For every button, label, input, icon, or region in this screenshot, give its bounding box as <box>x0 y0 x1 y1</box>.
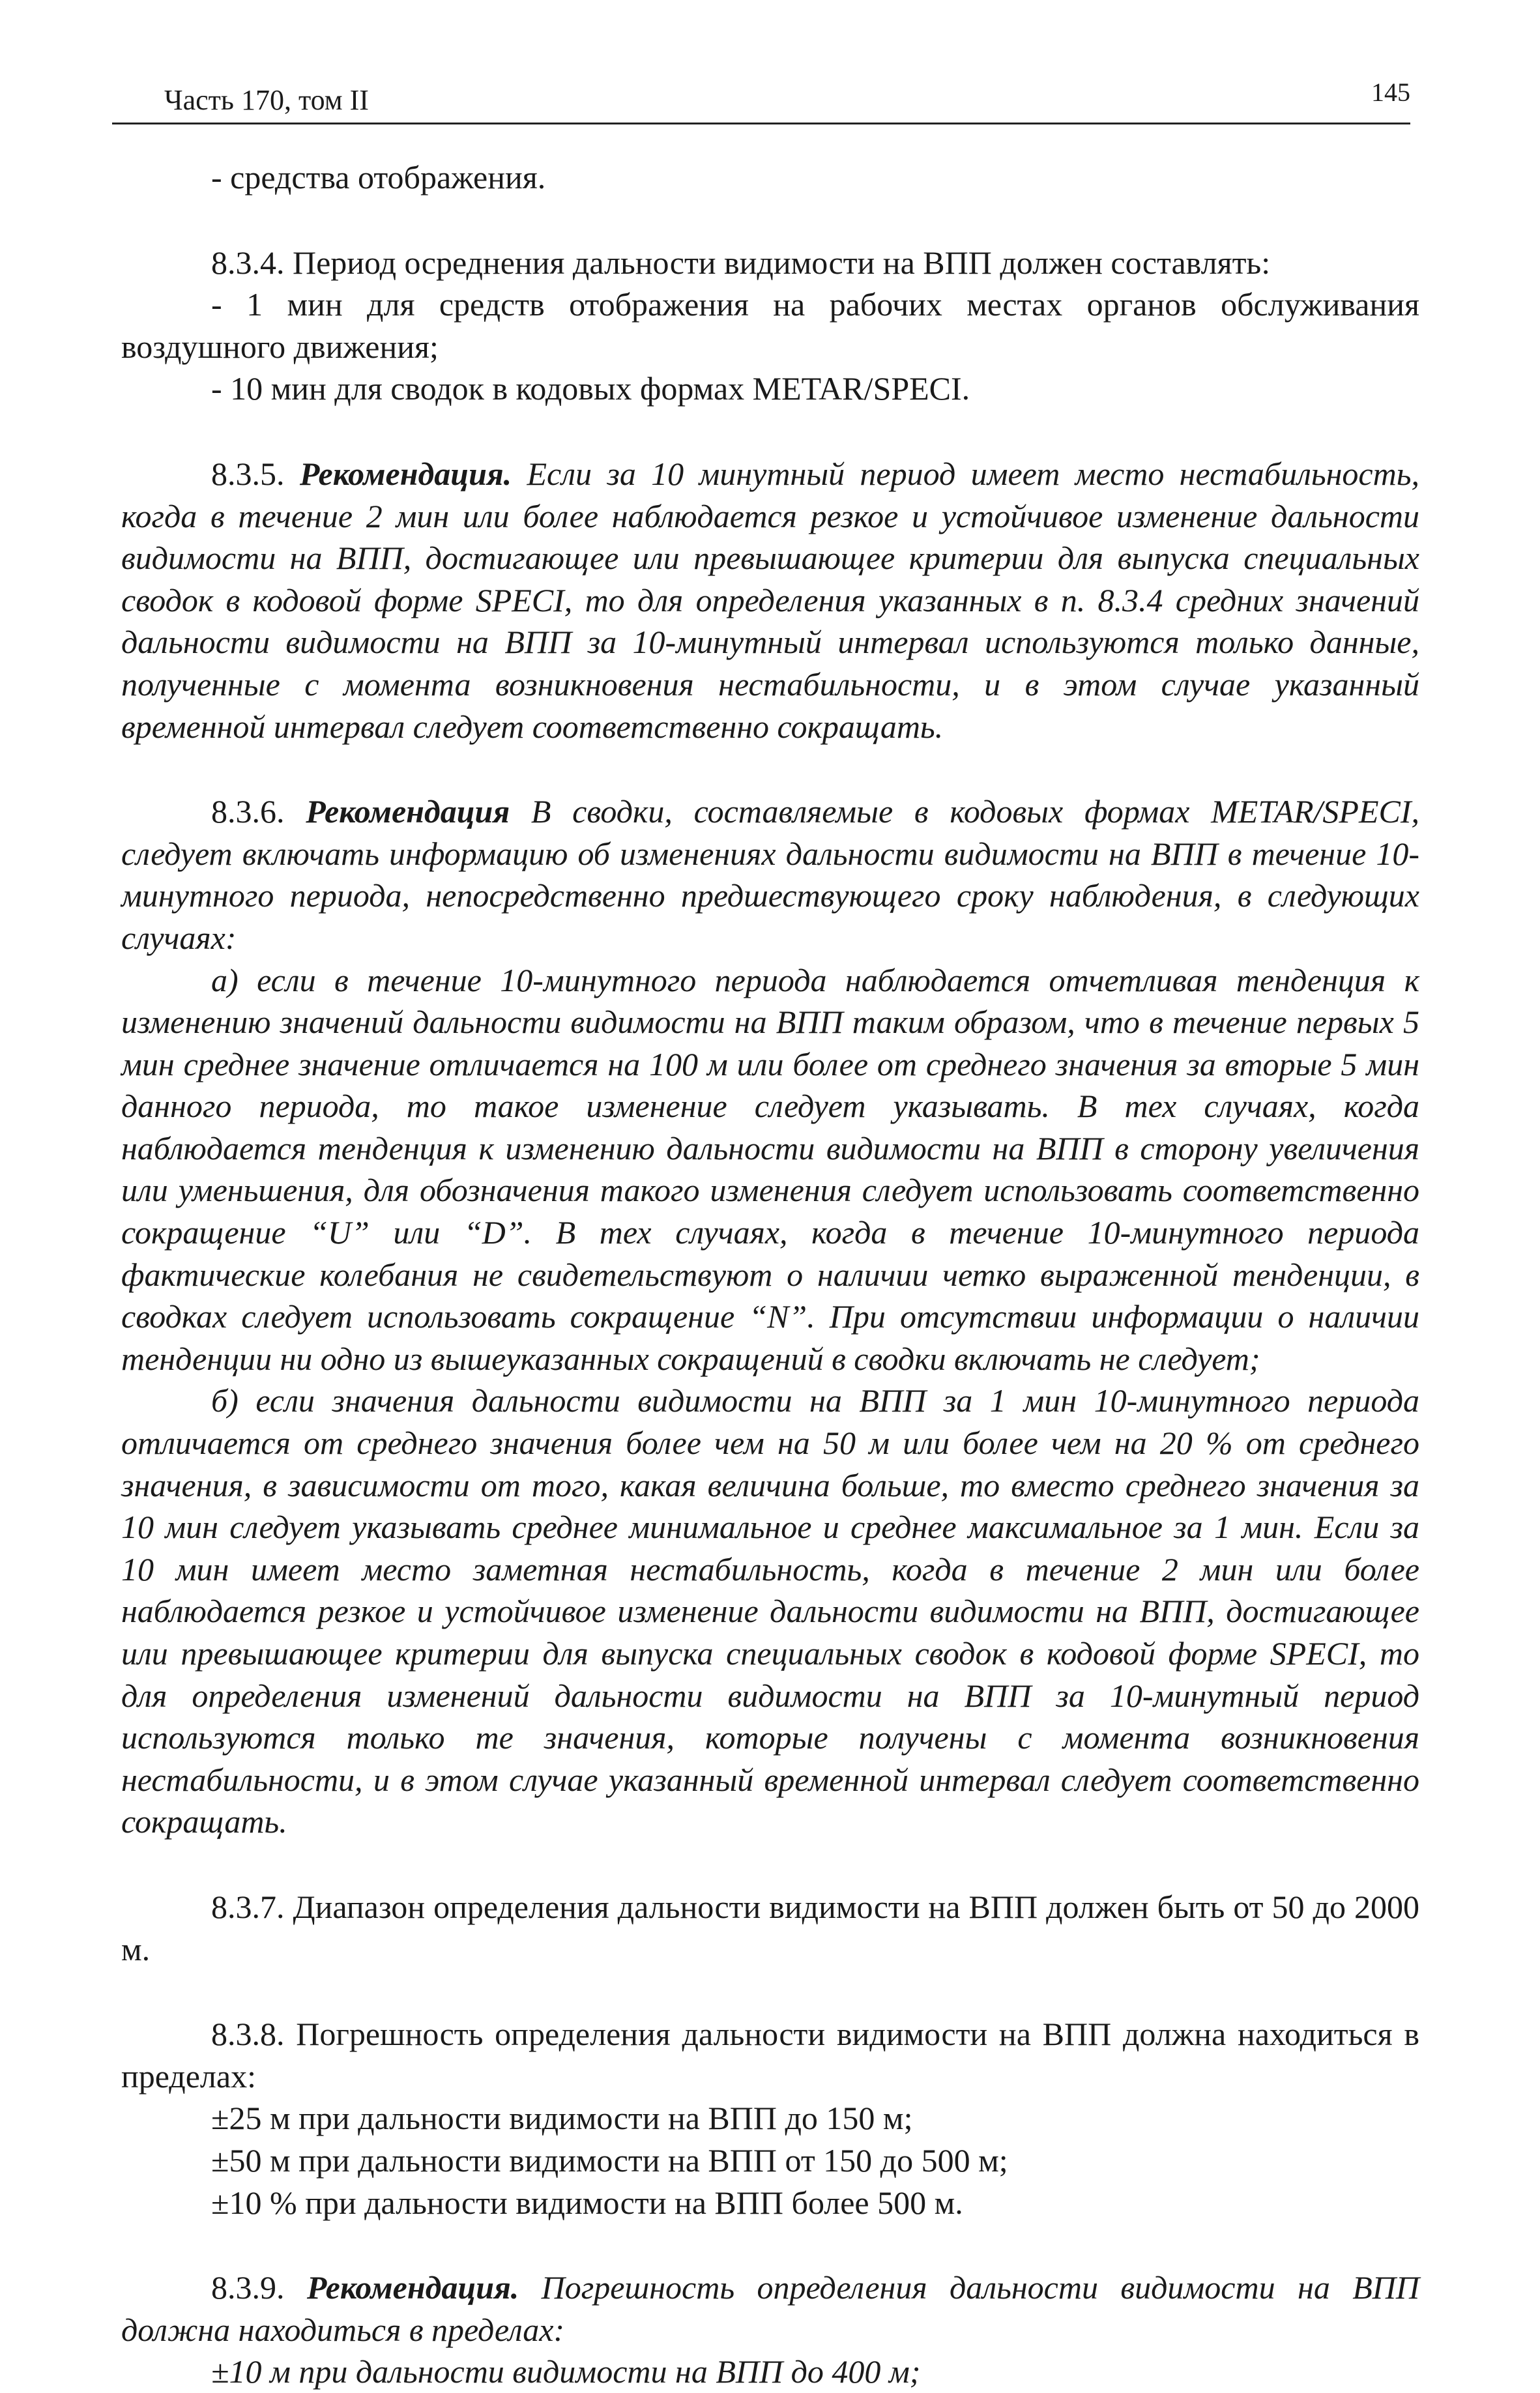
tolerance-item-3: ±10 % при дальности видимости на ВПП более 500 м. <box>211 2184 963 2221</box>
section-number: 8.3.9. <box>211 2269 307 2306</box>
page-header <box>112 77 1410 124</box>
header-part-title: Часть 170, том II <box>164 84 369 116</box>
page-number: 145 <box>1371 78 1410 107</box>
section-8-3-5 <box>121 453 1419 747</box>
section-number: 8.3.6. <box>211 793 306 830</box>
document-body <box>121 156 1419 2393</box>
section-text: Погрешность определения дальности видимости на ВПП должна находиться в пределах: <box>121 2269 1419 2348</box>
section-8-3-6-item-b: б) если значения дальности видимости на ВПП за 1 мин 10-минутного периода отличается от среднего значения более чем на 50 м или более чем на 20 % от среднего значения, в зависимости от того, какая величина больше, то вместо среднего значения за 10 мин следует указывать среднее минимальное и среднее максимальное за 1 мин. Если за 10 мин имеет место заметная нестабильность, когда в течение 2 мин или более наблюдается резкое и устойчивое изменение дальности видимости на ВПП, достигающее или превышающее критерии для выпуска специальных сводок в кодовой форме SPECI, то для определения изменений дальности видимости на ВПП за 10-минутный период используются только те значения, которые получены с момента возникновения нестабильности, и в этом случае указанный временной интервал следует соответственно сокращать. <box>121 1382 1419 1840</box>
section-8-3-9-item-1: ±10 м при дальности видимости на ВПП до 400 м; <box>211 2353 921 2390</box>
recommendation-label: Рекомендация. <box>306 2269 519 2306</box>
tolerance-item-1: ±25 м при дальности видимости на ВПП до 150 м; <box>211 2100 913 2137</box>
section-8-3-9 <box>121 2267 1419 2351</box>
recommendation-label: Рекомендация <box>306 793 510 830</box>
section-text: Если за 10 минутный период имеет место нестабильность, когда в течение 2 мин или более наблюдается резкое и устойчивое изменение дальности видимости на ВПП, достигающее или превышающее критерии для выпуска специальных сводок в кодовой форме SPECI, то для определения указанных в п. 8.3.4 средних значений дальности видимости на ВПП за 10-минутный интервал используются только данные, полученные с момента возникновения нестабильности, и в этом случае указанный временной интервал следует соответственно сокращать. <box>121 455 1419 745</box>
recommendation-label: Рекомендация. <box>299 455 512 492</box>
section-8-3-6 <box>121 790 1419 959</box>
section-8-3-8-intro: 8.3.8. Погрешность определения дальности видимости на ВПП должна находиться в пределах: <box>121 2016 1419 2095</box>
section-8-3-4-intro: 8.3.4. Период осреднения дальности видимости на ВПП должен составлять: <box>211 244 1271 281</box>
section-text: В сводки, составляемые в кодовых формах METAR/SPECI, следует включать информацию об изменениях дальности видимости на ВПП в течение 10-минутного периода, непосредственно предшествующего сроку наблюдения, в следующих случаях: <box>121 793 1420 956</box>
tolerance-item-2: ±50 м при дальности видимости на ВПП от 150 до 500 м; <box>211 2141 1008 2179</box>
section-number: 8.3.5. <box>211 455 300 492</box>
display-means-item: - средства отображения. <box>211 159 546 196</box>
section-8-3-7: 8.3.7. Диапазон определения дальности видимости на ВПП должен быть от 50 до 2000 м. <box>121 1888 1419 1967</box>
section-8-3-4-item-2: - 10 мин для сводок в кодовых формах METAR/SPECI. <box>211 370 970 407</box>
section-8-3-6-item-a: а) если в течение 10-минутного периода наблюдается отчетливая тенденция к изменению значений дальности видимости на ВПП таким образом, что в течение первых 5 мин среднее значение отличается на 100 м или более от среднего значения за вторые 5 мин данного периода, то такое изменение следует указывать. В тех случаях, когда наблюдается тенденция к изменению дальности видимости на ВПП в сторону увеличения или уменьшения, для обозначения такого изменения следует использовать соответственно сокращение “U” или “D”. В тех случаях, когда в течение 10-минутного периода фактические колебания не свидетельствуют о наличии четко выраженной тенденции, в сводках следует использовать сокращение “N”. При отсутствии информации о наличии тенденции ни одно из вышеуказанных сокращений в сводки включать не следует; <box>121 961 1419 1377</box>
section-8-3-4-item-1: - 1 мин для средств отображения на рабочих местах органов обслуживания воздушного движения; <box>121 286 1419 365</box>
